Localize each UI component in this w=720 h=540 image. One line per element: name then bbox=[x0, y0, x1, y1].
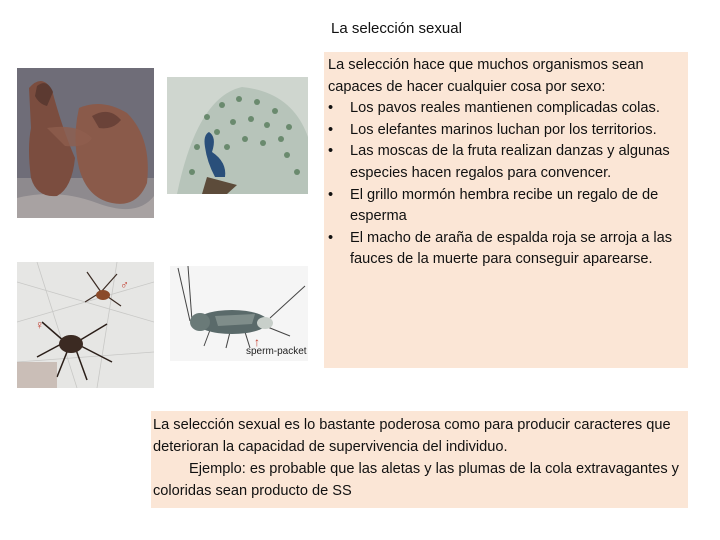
peacock-photo bbox=[167, 77, 308, 194]
bullet-icon: • bbox=[328, 143, 334, 160]
list-item: • El grillo mormón hembra recibe un regalo de de esperma bbox=[328, 186, 659, 225]
list-item: • Las moscas de la fruta realizan danzas y algunas especies hacen regalos para convencer. bbox=[328, 143, 670, 181]
female-symbol: ♀ bbox=[35, 318, 44, 332]
bottom-text-panel bbox=[151, 411, 688, 508]
intro-text: La selección hace que muchos organismos sean capaces de hacer cualquier cosa por sexo: bbox=[328, 57, 644, 95]
elephant-seals-photo bbox=[17, 68, 154, 218]
bullet-list bbox=[328, 98, 684, 271]
cricket-caption: sperm-packet bbox=[246, 346, 307, 357]
list-item: • El macho de araña de espalda roja se arroja a las fauces de la muerte para conseguir aparearse. bbox=[328, 229, 673, 268]
list-item: • Los pavos reales mantienen complicadas colas. bbox=[328, 98, 684, 120]
example-text: Ejemplo: es probable que las aletas y las plumas de la cola extravagantes y coloridas sean producto de SS bbox=[153, 461, 679, 499]
male-symbol: ♂ bbox=[120, 278, 129, 292]
summary-text: La selección sexual es lo bastante poderosa como para producir caracteres que deterioran la capacidad de supervivencia del individuo. bbox=[153, 417, 671, 455]
right-text-panel bbox=[324, 52, 688, 368]
bullet-icon: • bbox=[328, 100, 334, 117]
list-item: • Los elefantes marinos luchan por los territorios. bbox=[328, 120, 684, 142]
bullet-icon: • bbox=[328, 121, 334, 138]
slide-title: La selección sexual bbox=[331, 20, 462, 37]
spider-photo bbox=[17, 262, 154, 388]
sperm-packet-arrow-icon: ↑ bbox=[254, 335, 260, 349]
bullet-icon: • bbox=[328, 186, 334, 203]
bullet-icon: • bbox=[328, 229, 334, 246]
cricket-photo bbox=[170, 266, 308, 361]
